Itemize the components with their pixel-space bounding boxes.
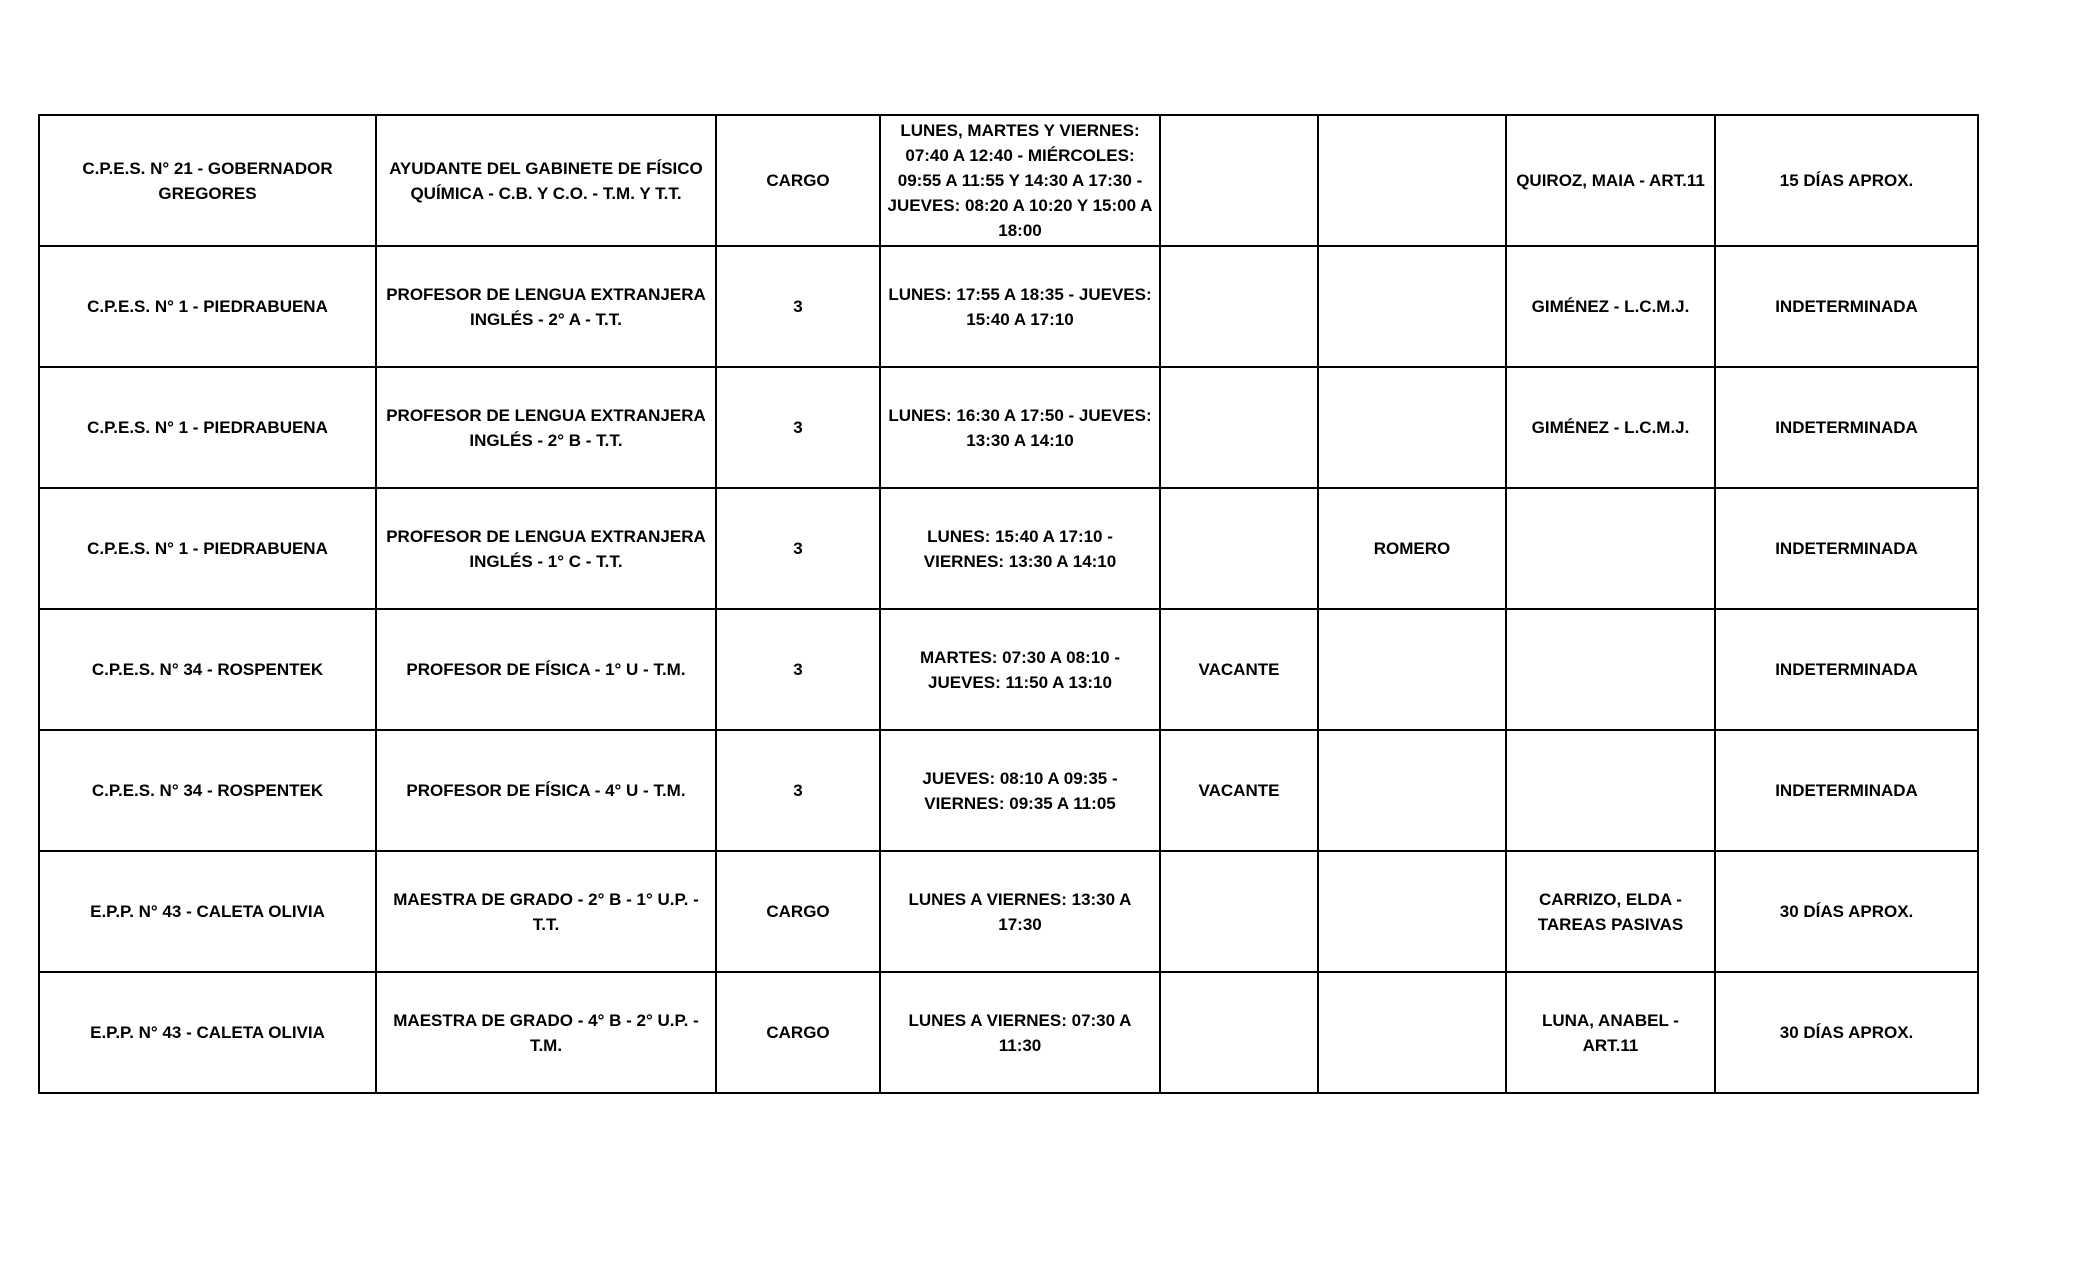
position-cell: AYUDANTE DEL GABINETE DE FÍSICO QUÍMICA - C.B. Y C.O. - T.M. Y T.T. [376, 115, 716, 246]
table-row [39, 115, 1978, 246]
school-cell: C.P.E.S. N° 34 - ROSPENTEK [39, 730, 376, 851]
leave-cell [1506, 609, 1715, 730]
schedule-cell: JUEVES: 08:10 A 09:35 - VIERNES: 09:35 A 11:05 [880, 730, 1160, 851]
vacancy-table [38, 114, 1979, 1094]
position-cell: PROFESOR DE LENGUA EXTRANJERA INGLÉS - 1° C - T.T. [376, 488, 716, 609]
leave-cell: CARRIZO, ELDA - TAREAS PASIVAS [1506, 851, 1715, 972]
hours-cell: CARGO [716, 972, 880, 1093]
schedule-cell: LUNES: 16:30 A 17:50 - JUEVES: 13:30 A 14:10 [880, 367, 1160, 488]
schedule-cell: MARTES: 07:30 A 08:10 - JUEVES: 11:50 A 13:10 [880, 609, 1160, 730]
leave-cell: GIMÉNEZ - L.C.M.J. [1506, 246, 1715, 367]
hours-cell: 3 [716, 367, 880, 488]
holder-cell: ROMERO [1318, 488, 1506, 609]
hours-cell: CARGO [716, 115, 880, 246]
hours-cell: 3 [716, 246, 880, 367]
schedule-cell: LUNES A VIERNES: 13:30 A 17:30 [880, 851, 1160, 972]
school-cell: C.P.E.S. N° 1 - PIEDRABUENA [39, 488, 376, 609]
status-cell [1160, 246, 1318, 367]
table-row [39, 609, 1978, 730]
holder-cell [1318, 115, 1506, 246]
school-cell: E.P.P. N° 43 - CALETA OLIVIA [39, 851, 376, 972]
position-cell: MAESTRA DE GRADO - 2° B - 1° U.P. - T.T. [376, 851, 716, 972]
holder-cell [1318, 972, 1506, 1093]
duration-cell: INDETERMINADA [1715, 367, 1978, 488]
table-row [39, 488, 1978, 609]
status-cell: VACANTE [1160, 730, 1318, 851]
status-cell: VACANTE [1160, 609, 1318, 730]
holder-cell [1318, 730, 1506, 851]
position-cell: PROFESOR DE FÍSICA - 1° U - T.M. [376, 609, 716, 730]
holder-cell [1318, 609, 1506, 730]
duration-cell: 15 DÍAS APROX. [1715, 115, 1978, 246]
duration-cell: INDETERMINADA [1715, 488, 1978, 609]
table-row [39, 851, 1978, 972]
status-cell [1160, 367, 1318, 488]
hours-cell: 3 [716, 488, 880, 609]
duration-cell: INDETERMINADA [1715, 609, 1978, 730]
leave-cell: LUNA, ANABEL - ART.11 [1506, 972, 1715, 1093]
position-cell: MAESTRA DE GRADO - 4° B - 2° U.P. - T.M. [376, 972, 716, 1093]
schedule-cell: LUNES A VIERNES: 07:30 A 11:30 [880, 972, 1160, 1093]
school-cell: C.P.E.S. N° 34 - ROSPENTEK [39, 609, 376, 730]
holder-cell [1318, 246, 1506, 367]
hours-cell: 3 [716, 730, 880, 851]
status-cell [1160, 972, 1318, 1093]
duration-cell: INDETERMINADA [1715, 246, 1978, 367]
school-cell: C.P.E.S. N° 21 - GOBERNADOR GREGORES [39, 115, 376, 246]
duration-cell: 30 DÍAS APROX. [1715, 972, 1978, 1093]
hours-cell: 3 [716, 609, 880, 730]
table-row [39, 246, 1978, 367]
position-cell: PROFESOR DE LENGUA EXTRANJERA INGLÉS - 2° A - T.T. [376, 246, 716, 367]
leave-cell: QUIROZ, MAIA - ART.11 [1506, 115, 1715, 246]
duration-cell: INDETERMINADA [1715, 730, 1978, 851]
leave-cell [1506, 730, 1715, 851]
table-row [39, 972, 1978, 1093]
holder-cell [1318, 367, 1506, 488]
duration-cell: 30 DÍAS APROX. [1715, 851, 1978, 972]
school-cell: C.P.E.S. N° 1 - PIEDRABUENA [39, 367, 376, 488]
position-cell: PROFESOR DE LENGUA EXTRANJERA INGLÉS - 2° B - T.T. [376, 367, 716, 488]
schedule-cell: LUNES: 17:55 A 18:35 - JUEVES: 15:40 A 17:10 [880, 246, 1160, 367]
leave-cell [1506, 488, 1715, 609]
hours-cell: CARGO [716, 851, 880, 972]
status-cell [1160, 851, 1318, 972]
schedule-cell: LUNES: 15:40 A 17:10 - VIERNES: 13:30 A 14:10 [880, 488, 1160, 609]
position-cell: PROFESOR DE FÍSICA - 4° U - T.M. [376, 730, 716, 851]
school-cell: C.P.E.S. N° 1 - PIEDRABUENA [39, 246, 376, 367]
leave-cell: GIMÉNEZ - L.C.M.J. [1506, 367, 1715, 488]
schedule-cell: LUNES, MARTES Y VIERNES: 07:40 A 12:40 - MIÉRCOLES: 09:55 A 11:55 Y 14:30 A 17:30 - JUEVES: 08:20 A 10:20 Y 15:00 A 18:00 [880, 115, 1160, 246]
table-row [39, 367, 1978, 488]
status-cell [1160, 115, 1318, 246]
school-cell: E.P.P. N° 43 - CALETA OLIVIA [39, 972, 376, 1093]
table-row [39, 730, 1978, 851]
status-cell [1160, 488, 1318, 609]
holder-cell [1318, 851, 1506, 972]
